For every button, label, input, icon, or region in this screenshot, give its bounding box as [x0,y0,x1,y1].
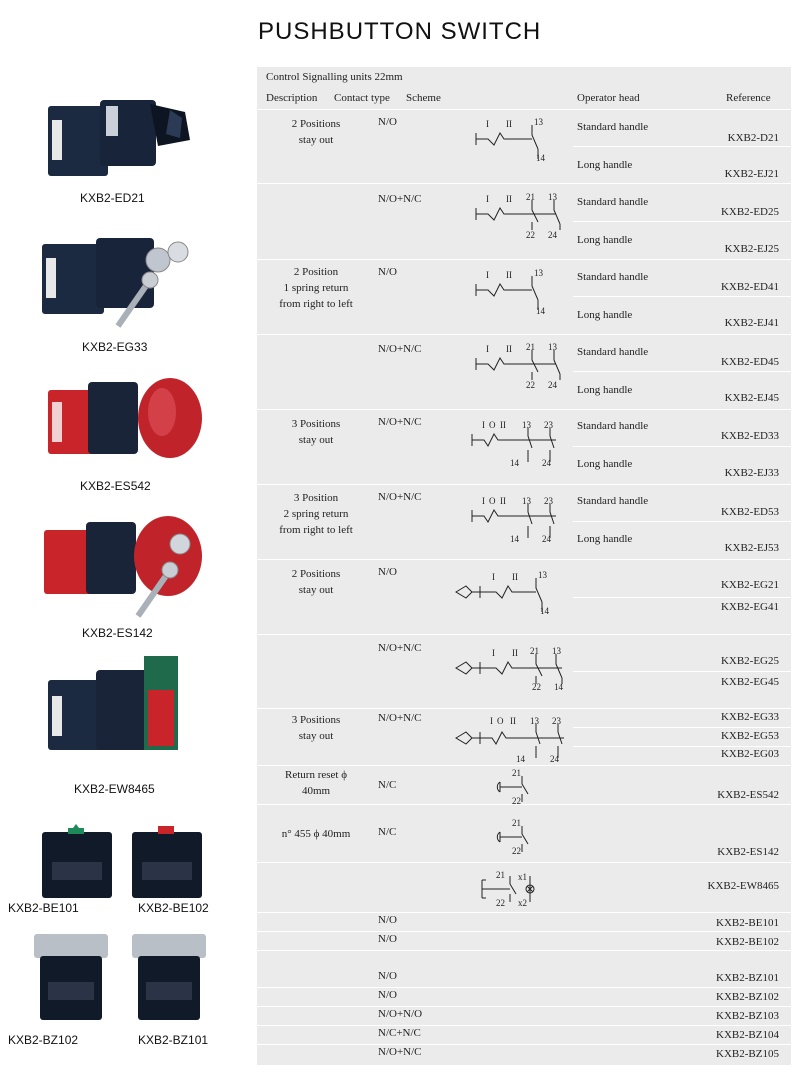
scheme-diagram [492,766,542,806]
product-image-es542 [40,372,205,472]
scheme-diagram [470,266,560,316]
col-contact-type: Contact type [334,92,390,104]
row-reference: KXB2-BE102 [716,936,779,948]
divider [257,1006,791,1007]
row-contact-type: N/O+N/O [378,1008,423,1020]
svg-text:II: II [500,496,506,506]
divider [573,446,791,447]
divider [573,221,791,222]
row-operator: Long handle [577,384,633,396]
svg-text:22: 22 [526,380,535,390]
product-image-be101 [38,822,118,902]
product-label-es142: KXB2-ES142 [82,626,153,640]
divider [257,1044,791,1045]
row-contact-type: N/O [378,914,397,926]
row-reference: KXB2-BZ102 [716,991,779,1003]
row-operator: Standard handle [577,495,649,507]
svg-text:23: 23 [552,716,561,726]
svg-text:21: 21 [496,870,505,880]
scheme-diagram [452,642,572,692]
svg-text:24: 24 [548,380,557,390]
row-description: 2 Positions stay out [291,568,341,596]
row-reference: KXB2-EG21 [720,579,779,591]
divider [257,559,791,560]
scheme-diagram [492,816,542,856]
row-reference: KXB2-ES142 [717,846,779,858]
svg-text:13: 13 [522,496,531,506]
svg-text:13: 13 [522,420,531,430]
svg-text:II: II [506,119,512,129]
row-reference: KXB2-BZ103 [716,1010,779,1022]
row-reference: KXB2-EJ45 [724,392,779,404]
row-contact-type: N/O [378,266,397,278]
row-description: Return reset ϕ 40mm [285,769,347,797]
product-label-bz102: KXB2-BZ102 [8,1033,79,1047]
col-reference: Reference [726,92,771,104]
scheme-diagram [470,340,570,390]
product-label-be101: KXB2-BE101 [8,901,79,915]
row-description: 2 Position 1 spring return from right to left [279,266,353,310]
product-image-ew8465 [40,650,200,765]
row-reference: KXB2-ED33 [720,430,779,442]
product-image-eg33 [38,230,203,330]
row-contact-type: N/O+N/C [378,343,422,355]
svg-text:II: II [506,344,512,354]
scheme-diagram [478,868,558,910]
svg-text:x2: x2 [518,898,527,908]
divider [257,1025,791,1026]
row-operator: Long handle [577,309,633,321]
divider [257,183,791,184]
row-reference: KXB2-BZ105 [716,1048,779,1060]
divider [257,634,791,635]
svg-text:II: II [510,716,516,726]
product-image-bz101 [128,930,213,1025]
divider [257,987,791,988]
row-reference: KXB2-BZ101 [716,972,779,984]
svg-text:II: II [512,572,518,582]
row-contact-type: N/O+N/C [378,193,422,205]
svg-text:II: II [506,194,512,204]
svg-text:I: I [482,496,485,506]
row-description: 3 Positions stay out [291,714,341,742]
row-reference: KXB2-ES542 [717,789,779,801]
row-operator: Long handle [577,234,633,246]
row-description: 2 Positions stay out [291,118,341,146]
svg-text:22: 22 [512,796,521,806]
row-contact-type: N/O+N/C [378,1046,422,1058]
table-subtitle: Control Signalling units 22mm [266,71,403,83]
row-description: 3 Position 2 spring return from right to left [279,492,353,536]
divider [573,146,791,147]
svg-text:24: 24 [550,754,559,764]
product-label-es542: KXB2-ES542 [80,479,151,493]
row-reference: KXB2-ED45 [720,356,779,368]
svg-text:I: I [486,270,489,280]
svg-text:14: 14 [536,153,545,163]
svg-text:13: 13 [552,646,561,656]
divider [257,950,791,951]
row-contact-type: N/C [378,779,397,791]
svg-text:21: 21 [512,768,521,778]
svg-text:21: 21 [526,192,535,202]
svg-text:24: 24 [542,534,551,544]
svg-text:22: 22 [532,682,541,692]
divider [257,484,791,485]
row-contact-type: N/C+N/C [378,1027,421,1039]
row-reference: KXB2-D21 [727,132,779,144]
page-title: PUSHBUTTON SWITCH [258,18,542,45]
svg-text:I: I [486,194,489,204]
row-reference: KXB2-EJ25 [724,243,779,255]
divider [573,521,791,522]
product-label-bz101: KXB2-BZ101 [138,1033,209,1047]
divider [573,371,791,372]
divider [573,597,791,598]
divider [573,746,791,747]
product-image-bz102 [30,930,115,1025]
row-reference: KXB2-ED25 [720,206,779,218]
divider [257,912,791,913]
row-reference: KXB2-ED53 [720,506,779,518]
divider [257,259,791,260]
row-operator: Long handle [577,533,633,545]
product-label-ew8465: KXB2-EW8465 [74,782,155,796]
svg-text:x1: x1 [518,872,527,882]
col-scheme: Scheme [406,92,441,104]
row-reference: KXB2-EJ41 [724,317,779,329]
col-description: Description [266,92,318,104]
divider [257,409,791,410]
svg-text:13: 13 [534,117,543,127]
row-contact-type: N/O [378,116,397,128]
scheme-diagram [452,710,572,764]
svg-text:I: I [492,648,495,658]
scheme-diagram [470,115,560,165]
row-reference: KXB2-EJ33 [724,467,779,479]
svg-text:22: 22 [526,230,535,240]
svg-text:13: 13 [534,268,543,278]
row-reference: KXB2-EG45 [720,676,779,688]
svg-text:O: O [489,420,496,430]
row-reference: KXB2-BE101 [716,917,779,929]
row-operator: Standard handle [577,271,649,283]
divider [257,862,791,863]
svg-text:II: II [512,648,518,658]
row-contact-type: N/O [378,989,397,1001]
divider [257,334,791,335]
row-reference: KXB2-EJ21 [724,168,779,180]
svg-text:24: 24 [548,230,557,240]
row-contact-type: N/O+N/C [378,712,422,724]
svg-text:23: 23 [544,496,553,506]
product-label-ed21: KXB2-ED21 [80,191,145,205]
svg-text:13: 13 [548,342,557,352]
row-reference: KXB2-EJ53 [724,542,779,554]
svg-text:23: 23 [544,420,553,430]
product-image-es142 [40,510,210,620]
svg-text:II: II [500,420,506,430]
row-operator: Standard handle [577,121,649,133]
row-operator: Standard handle [577,196,649,208]
svg-text:O: O [489,496,496,506]
svg-text:21: 21 [530,646,539,656]
row-contact-type: N/O [378,566,397,578]
row-reference: KXB2-BZ104 [716,1029,779,1041]
scheme-diagram [466,416,566,470]
scheme-diagram [452,566,562,616]
svg-text:I: I [486,344,489,354]
svg-text:24: 24 [542,458,551,468]
row-operator: Standard handle [577,420,649,432]
svg-text:O: O [497,716,504,726]
svg-text:14: 14 [540,606,549,616]
svg-text:21: 21 [512,818,521,828]
row-reference: KXB2-ED41 [720,281,779,293]
row-reference: KXB2-EG33 [720,711,779,723]
divider [573,727,791,728]
row-reference: KXB2-EG25 [720,655,779,667]
scheme-diagram [470,190,570,240]
row-contact-type: N/C [378,826,397,838]
scheme-diagram [466,492,566,546]
product-image-ed21 [40,90,200,190]
row-contact-type: N/O [378,933,397,945]
divider [573,296,791,297]
divider [573,671,791,672]
product-image-be102 [128,822,208,902]
svg-text:22: 22 [512,846,521,856]
svg-text:I: I [486,119,489,129]
row-reference: KXB2-EG41 [720,601,779,613]
svg-text:I: I [490,716,493,726]
divider [257,109,791,110]
svg-text:14: 14 [554,682,563,692]
row-reference: KXB2-EW8465 [707,880,779,892]
row-operator: Standard handle [577,346,649,358]
product-label-be102: KXB2-BE102 [138,901,209,915]
product-label-eg33: KXB2-EG33 [82,340,148,354]
row-reference: KXB2-EG03 [720,748,779,760]
row-contact-type: N/O+N/C [378,416,422,428]
svg-text:I: I [492,572,495,582]
svg-text:13: 13 [548,192,557,202]
row-contact-type: N/O [378,970,397,982]
divider [257,708,791,709]
svg-text:22: 22 [496,898,505,908]
svg-text:13: 13 [538,570,547,580]
row-operator: Long handle [577,458,633,470]
svg-text:14: 14 [510,534,519,544]
svg-text:I: I [482,420,485,430]
row-contact-type: N/O+N/C [378,642,422,654]
row-reference: KXB2-EG53 [720,730,779,742]
divider [257,931,791,932]
svg-text:14: 14 [536,306,545,316]
row-contact-type: N/O+N/C [378,491,422,503]
row-description: 3 Positions stay out [291,418,341,446]
svg-text:II: II [506,270,512,280]
row-operator: Long handle [577,159,633,171]
row-description: n° 455 ϕ 40mm [281,828,351,840]
svg-text:14: 14 [516,754,525,764]
svg-text:13: 13 [530,716,539,726]
svg-text:21: 21 [526,342,535,352]
svg-text:14: 14 [510,458,519,468]
col-operator-head: Operator head [577,92,640,104]
